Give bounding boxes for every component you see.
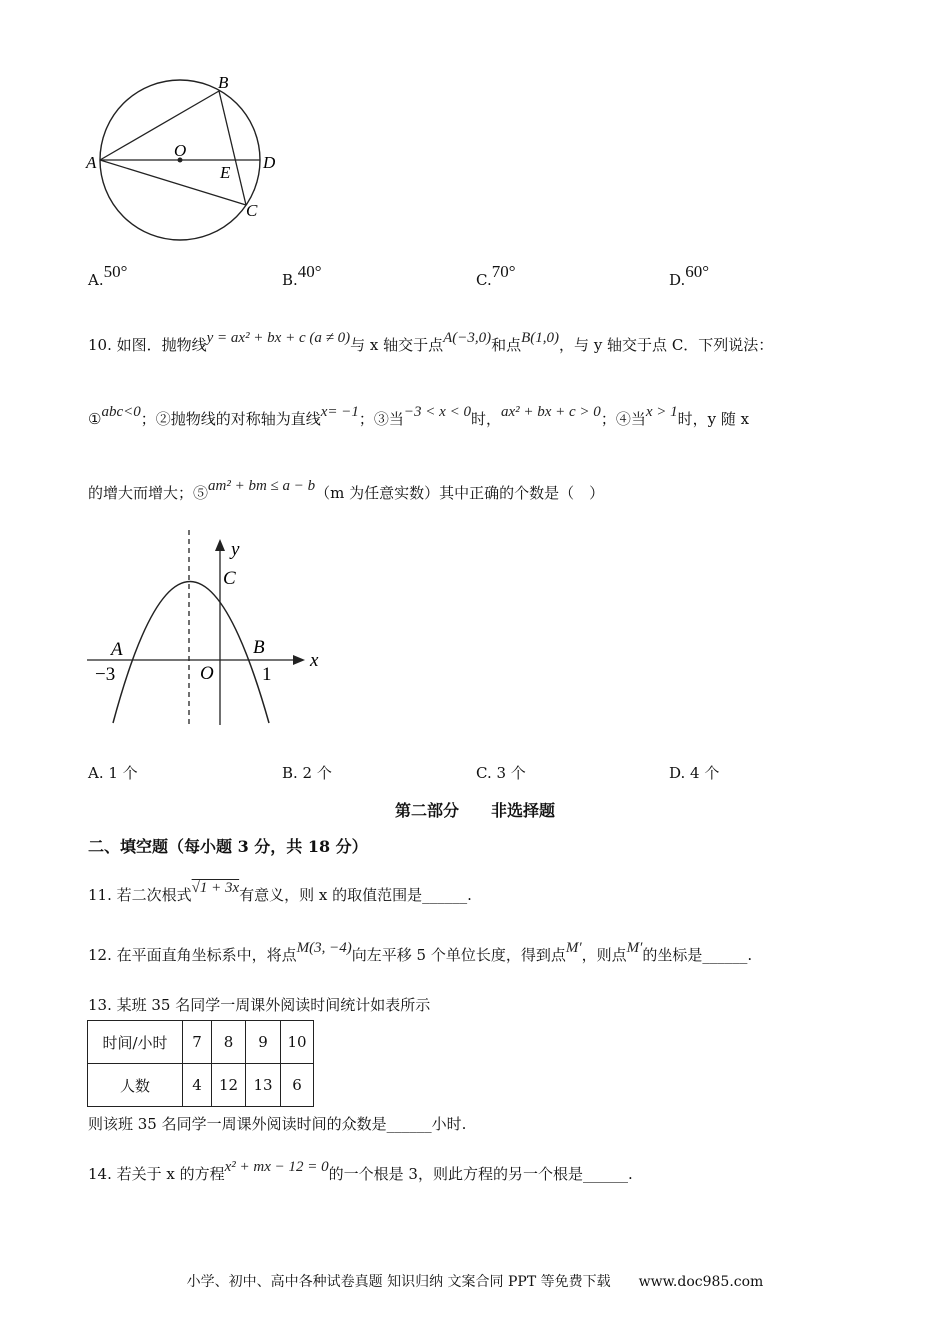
page-footer: 小学、初中、高中各种试卷真题 知识归纳 文案合同 PPT 等免费下载 www.doc985.com <box>186 1274 764 1290</box>
graph-a-label: A <box>111 639 123 660</box>
q10-l3-s2: （m 为任意实数）其中正确的个数是（ ） <box>315 484 605 502</box>
table-row <box>88 1064 314 1107</box>
q10-parabola-graph <box>85 525 345 730</box>
graph-y-label: y <box>231 539 240 560</box>
q10-text-3: ，与 y 轴交于点 C．下列说法： <box>559 336 774 354</box>
q9-circle-figure <box>80 68 290 248</box>
q10-option-c: C. 3 个 <box>476 764 526 782</box>
q14-prefix: 14. 若关于 x 的方程 <box>88 1165 225 1183</box>
q10-l2-s6: 时，y 随 x <box>677 410 750 428</box>
q10-point-a: A(−3,0) <box>443 330 492 346</box>
q10-l2-m5: x > 1 <box>645 404 678 420</box>
table-cell: 12 <box>212 1064 246 1107</box>
q12-m3: M′ <box>626 940 643 956</box>
q11-math: √1 + 3x <box>191 880 240 896</box>
q9-option-a-letter: A. <box>88 271 104 289</box>
q12-m2: M′ <box>565 940 582 956</box>
parabola-curve <box>113 582 269 724</box>
q14 <box>88 1159 633 1184</box>
x-axis-arrow <box>293 655 305 665</box>
graph-c-label: C <box>223 568 236 589</box>
q10-point-b: B(1,0) <box>521 330 560 346</box>
q11 <box>88 880 472 905</box>
q13-intro: 13. 某班 35 名同学一周课外阅读时间统计如表所示 <box>88 996 431 1014</box>
q10-l2-s3: ；③当 <box>358 410 404 428</box>
graph-x-label: x <box>310 650 319 671</box>
table-cell: 13 <box>246 1064 281 1107</box>
q10-equation: y = ax² + bx + c (a ≠ 0) <box>206 330 351 346</box>
q9-option-b-value: 40° <box>297 262 322 281</box>
table-cell: 4 <box>183 1064 212 1107</box>
table-cell: 8 <box>212 1021 246 1064</box>
q10-text-2: 和点 <box>491 336 522 354</box>
table-cell: 6 <box>281 1064 314 1107</box>
q9-option-b-letter: B. <box>282 271 298 289</box>
table-cell: 人数 <box>88 1064 183 1107</box>
graph-o-label: O <box>200 663 214 684</box>
graph-one-label: 1 <box>262 664 272 685</box>
label-o: O <box>174 141 187 160</box>
q10-option-d: D. 4 个 <box>669 764 720 782</box>
label-d: D <box>263 153 276 172</box>
q9-option-c <box>476 262 516 290</box>
q10-l2-m2: x= −1 <box>320 404 359 420</box>
graph-b-label: B <box>253 637 265 658</box>
q10-l2-m4: ax² + bx + c > 0 <box>500 404 601 420</box>
q12 <box>88 940 753 965</box>
q10-l3-m1: am² + bm ≤ a − b <box>208 478 316 494</box>
table-cell: 时间/小时 <box>88 1021 183 1064</box>
q9-option-a <box>88 262 128 290</box>
q10-l2-m1: abc<0 <box>101 404 141 420</box>
q9-option-a-value: 50° <box>103 262 128 281</box>
q10-l2-m3: −3 < x < 0 <box>403 404 471 420</box>
chord-bc <box>219 91 246 205</box>
table-cell: 10 <box>281 1021 314 1064</box>
q13-after: 则该班 35 名同学一周课外阅读时间的众数是______小时. <box>88 1115 467 1133</box>
q9-option-b <box>282 262 322 290</box>
q10-line-1 <box>88 330 774 355</box>
q14-suffix: 的一个根是 3，则此方程的另一个根是______. <box>328 1165 633 1183</box>
q10-l2-s5: ；④当 <box>600 410 646 428</box>
q12-prefix: 12. 在平面直角坐标系中，将点 <box>88 946 297 964</box>
chord-ab <box>100 91 219 160</box>
q10-l2-s4: 时， <box>470 410 501 428</box>
q14-math: x² + mx − 12 = 0 <box>224 1159 329 1175</box>
q12-mid: 向左平移 5 个单位长度，得到点 <box>351 946 566 964</box>
table-header-row <box>88 1021 314 1064</box>
q9-option-d-value: 60° <box>685 262 710 281</box>
q9-option-d-letter: D. <box>669 271 686 289</box>
table-cell: 7 <box>183 1021 212 1064</box>
label-b: B <box>218 73 229 92</box>
q10-option-b: B. 2 个 <box>282 764 332 782</box>
q10-l2-s1: ① <box>88 410 102 428</box>
q10-line-2 <box>88 404 750 429</box>
q9-option-c-letter: C. <box>476 271 492 289</box>
graph-neg3-label: −3 <box>95 664 116 685</box>
q10-prefix: 10. 如图．抛物线 <box>88 336 207 354</box>
q12-suffix: 的坐标是______. <box>642 946 753 964</box>
q11-prefix: 11. 若二次根式 <box>88 886 192 904</box>
table-cell: 9 <box>246 1021 281 1064</box>
q10-text-1: 与 x 轴交于点 <box>350 336 444 354</box>
part2-title: 第二部分 非选择题 <box>394 801 555 820</box>
q9-option-c-value: 70° <box>491 262 516 281</box>
label-c: C <box>246 201 258 220</box>
q10-option-a: A. 1 个 <box>88 764 138 782</box>
section2-title: 二、填空题（每小题 3 分，共 18 分） <box>88 837 368 856</box>
q10-l2-s2: ；②抛物线的对称轴为直线 <box>140 410 321 428</box>
q12-m1: M(3, −4) <box>296 940 352 956</box>
label-a: A <box>86 153 97 172</box>
q11-suffix: 有意义，则 x 的取值范围是______. <box>239 886 472 904</box>
q10-l3-s1: 的增大而增大；⑤ <box>88 484 209 502</box>
q12-mid2: ，则点 <box>581 946 627 964</box>
y-axis-arrow <box>215 539 225 551</box>
q9-option-d <box>669 262 710 290</box>
q13-table <box>87 1020 314 1107</box>
q10-line-3 <box>88 478 605 503</box>
label-e: E <box>220 163 231 182</box>
